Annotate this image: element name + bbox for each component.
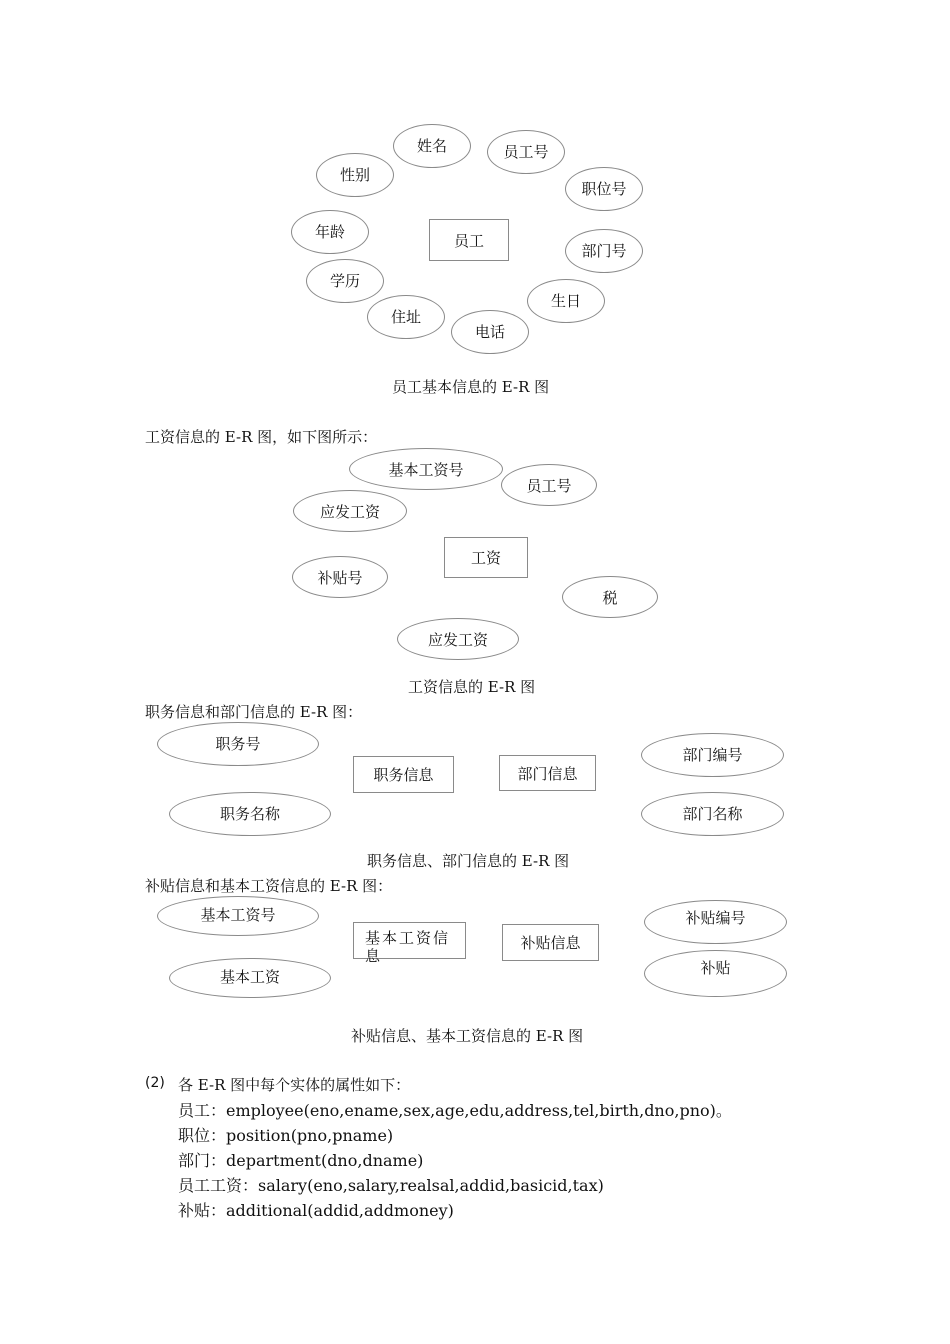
attr-dept-name-ellipse: 部门名称 bbox=[641, 792, 784, 836]
attr-address-ellipse: 住址 bbox=[367, 295, 445, 339]
attr-payable-salary-ellipse: 应发工资 bbox=[293, 490, 407, 532]
attr-allowance-number-ellipse: 补贴编号 bbox=[644, 900, 787, 944]
section-number: (2) bbox=[145, 1075, 165, 1091]
section-heading: 各 E-R 图中每个实体的属性如下： bbox=[178, 1076, 411, 1094]
attr-line-employee: 员工：employee(eno,ename,sex,age,edu,address,tel,birth,dno,pno)。 bbox=[178, 1101, 732, 1120]
employee-entity-box: 员工 bbox=[429, 219, 509, 261]
attr-birthday-ellipse: 生日 bbox=[527, 279, 605, 323]
attr-position-name-ellipse: 职务名称 bbox=[169, 792, 331, 836]
intro-salary-text: 工资信息的 E-R 图，如下图所示： bbox=[145, 428, 378, 446]
basic-salary-entity-box: 基本工资信息 bbox=[353, 922, 466, 959]
intro-additional-text: 补贴信息和基本工资信息的 E-R 图： bbox=[145, 877, 393, 895]
salary-entity-box: 工资 bbox=[444, 537, 528, 578]
attr-line-additional: 补贴：additional(addid,addmoney) bbox=[178, 1201, 454, 1220]
position-entity-box: 职务信息 bbox=[353, 756, 454, 793]
intro-position-dept-text: 职务信息和部门信息的 E-R 图： bbox=[145, 703, 363, 721]
diagram4-caption: 补贴信息、基本工资信息的 E-R 图 bbox=[351, 1027, 584, 1045]
attr-employee-id-ellipse: 员工号 bbox=[487, 130, 565, 174]
attr-line-department: 部门：department(dno,dname) bbox=[178, 1151, 424, 1170]
attr-employee-id-ellipse: 员工号 bbox=[501, 464, 597, 506]
attr-education-ellipse: 学历 bbox=[306, 259, 384, 303]
attr-basic-salary-id-ellipse: 基本工资号 bbox=[349, 448, 503, 490]
attr-dept-id-ellipse: 部门号 bbox=[565, 229, 643, 273]
diagram3-caption: 职务信息、部门信息的 E-R 图 bbox=[367, 852, 570, 870]
attr-gender-ellipse: 性别 bbox=[316, 153, 394, 197]
attr-line-salary: 员工工资：salary(eno,salary,realsal,addid,basicid,tax) bbox=[178, 1176, 604, 1195]
attr-phone-ellipse: 电话 bbox=[451, 310, 529, 354]
dept-entity-box: 部门信息 bbox=[499, 755, 596, 791]
diagram1-caption: 员工基本信息的 E-R 图 bbox=[392, 378, 550, 396]
attr-position-id-ellipse: 职位号 bbox=[565, 167, 643, 211]
attr-name-ellipse: 姓名 bbox=[393, 124, 471, 168]
attr-tax-ellipse: 税 bbox=[562, 576, 658, 618]
attr-allowance-ellipse: 补贴 bbox=[644, 950, 787, 997]
attr-basic-salary-ellipse: 基本工资 bbox=[169, 958, 331, 998]
attr-dept-number-ellipse: 部门编号 bbox=[641, 733, 784, 777]
attr-line-position: 职位：position(pno,pname) bbox=[178, 1126, 394, 1145]
diagram2-caption: 工资信息的 E-R 图 bbox=[408, 678, 536, 696]
attr-basic-salary-id-ellipse: 基本工资号 bbox=[157, 896, 319, 936]
attr-allowance-id-ellipse: 补贴号 bbox=[292, 556, 388, 598]
allowance-entity-box: 补贴信息 bbox=[502, 924, 599, 961]
attr-position-id-ellipse: 职务号 bbox=[157, 722, 319, 766]
attr-age-ellipse: 年龄 bbox=[291, 210, 369, 254]
attr-payable-salary-2-ellipse: 应发工资 bbox=[397, 618, 519, 660]
